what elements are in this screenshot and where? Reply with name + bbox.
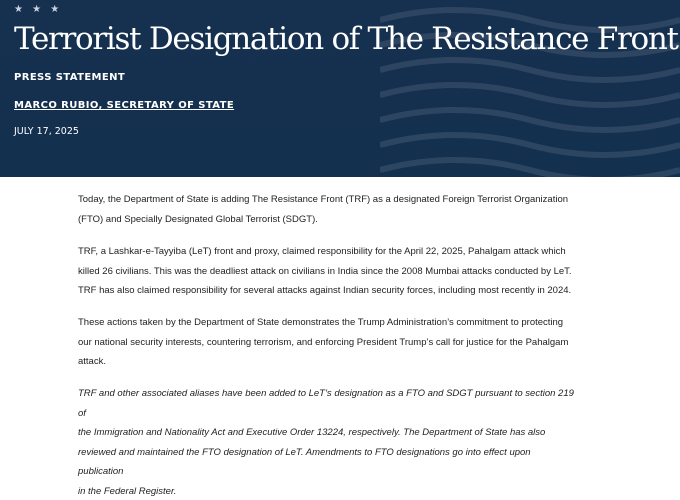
paragraph-line: our national security interests, countering terrorism, and enforcing President Trump’s call for justice for the Pahalgam (78, 336, 569, 348)
paragraph-line: attack. (78, 356, 106, 367)
paragraph-line: in the Federal Register. (78, 485, 177, 497)
paragraph-line: TRF, a Lashkar-e-Tayyiba (LeT) front and proxy, claimed responsibility for the April 22, 2025, Pahalgam attack which (78, 246, 566, 257)
stars-icon: ★ ★ ★ (14, 4, 63, 15)
paragraph-line: Today, the Department of State is adding The Resistance Front (TRF) as a designated Foreign Terrorist Organization (78, 194, 569, 205)
paragraph-line: TRF and other associated aliases have been added to LeT’s designation as a FTO and SDGT pursuant to section 219 of (78, 388, 574, 419)
paragraph-3 (78, 313, 568, 372)
paragraph-line: killed 26 civilians. This was the deadliest attack on civilians in India since the 2008 Mumbai attacks conducted by LeT. (78, 265, 572, 277)
content-type-label: PRESS STATEMENT (14, 72, 126, 83)
paragraph-line: (FTO) and Specially Designated Global Terrorist (SDGT). (78, 213, 318, 225)
paragraph-line: reviewed and maintained the FTO designation of LeT. Amendments to FTO designations go into effect upon publication (78, 446, 531, 477)
publish-date: JULY 17, 2025 (14, 126, 79, 137)
paragraph-4 (78, 384, 578, 500)
paragraph-2 (78, 242, 572, 301)
page-header-banner (0, 0, 680, 177)
page-title: Terrorist Designation of The Resistance Front (14, 21, 678, 57)
paragraph-1 (78, 190, 568, 229)
author-link[interactable]: MARCO RUBIO, SECRETARY OF STATE (14, 100, 235, 111)
paragraph-line: the Immigration and Nationality Act and Executive Order 13224, respectively. The Department of State has also (78, 427, 546, 438)
paragraph-line: These actions taken by the Department of State demonstrates the Trump Administration’s commitment to protecting (78, 317, 564, 328)
paragraph-line: TRF has also claimed responsibility for several attacks against Indian security forces, including most recently in 2024. (78, 285, 572, 296)
